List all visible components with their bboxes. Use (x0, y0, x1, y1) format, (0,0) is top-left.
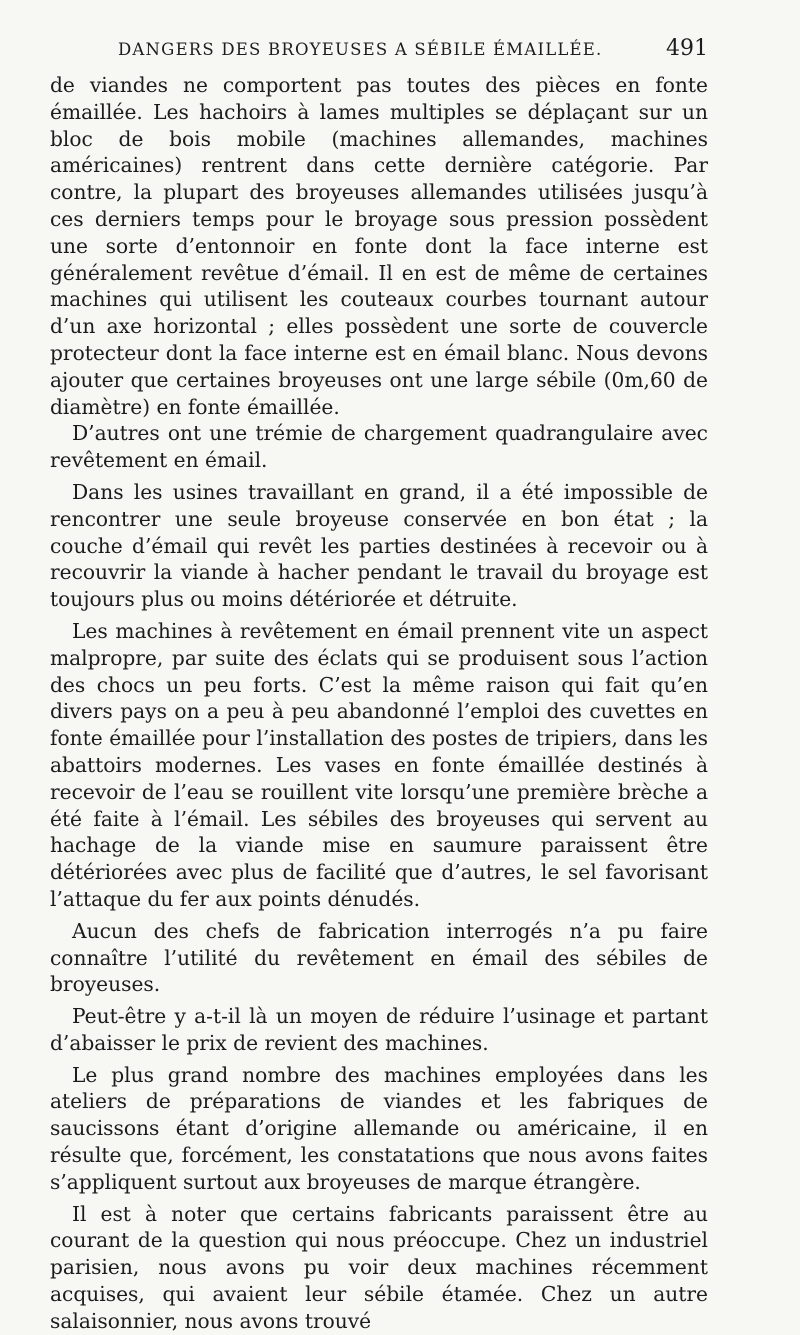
paragraph-2: D’autres ont une trémie de chargement quadrangulaire avec revêtement en émail. (50, 421, 708, 473)
page-number: 491 (666, 36, 708, 61)
paragraph-5: Aucun des chefs de fabrication interrogés n’a pu faire connaître l’utilité du revêtement en émail des sébiles de broyeuses. (50, 918, 708, 997)
paragraph-4: Les machines à revêtement en émail prennent vite un aspect malpropre, par suite des éclats qui se produisent sous l’action des chocs un peu forts. C’est la même raison qui fait qu’en divers pays on a peu à peu abandonné l’emploi des cuvettes en fonte émaillée pour l’installation des postes de tripiers, dans les abattoirs modernes. Les vases en fonte émaillée destinés à recevoir de l’eau se rouillent vite lorsqu’une première brèche a été faite à l’émail. Les sébiles des broyeuses qui servent au hachage de la viande mise en saumure paraissent être détériorées avec plus de facilité que d’autres, le sel favorisant l’attaque du fer aux points dénudés. (50, 618, 708, 911)
paragraph-3: Dans les usines travaillant en grand, il a été impossible de rencontrer une seule broyeuse conservée en bon état ; la couche d’émail qui revêt les parties destinées à recevoir ou à recouvrir la viande à hacher pendant le travail du broyage est toujours plus ou moins détériorée et détruite. (50, 479, 708, 612)
running-title: DANGERS DES BROYEUSES A SÉBILE ÉMAILLÉE. (118, 40, 603, 59)
body-text (50, 72, 708, 1335)
paragraph-6: Peut-être y a-t-il là un moyen de réduire l’usinage et partant d’abaisser le prix de revient des machines. (50, 1004, 708, 1055)
paragraph-8: Il est à noter que certains fabricants paraissent être au courant de la question qui nous préoccupe. Chez un industriel parisien, nous avons pu voir deux machines récemment acquises, qui avaient leur sébile étamée. Chez un autre salaisonnier, nous avons trouvé (50, 1201, 708, 1333)
running-head (118, 36, 708, 66)
paragraph-7: Le plus grand nombre des machines employées dans les ateliers de préparations de viandes et les fabriques de saucissons étant d’origine allemande ou américaine, il en résulte que, forcément, les constatations que nous avons faites s’appliquent surtout aux broyeuses de marque étrangère. (50, 1062, 708, 1194)
paragraph-1: de viandes ne comportent pas toutes des pièces en fonte émaillée. Les hachoirs à lames multiples se déplaçant sur un bloc de bois mobile (machines allemandes, machines américaines) rentrent dans cette dernière catégorie. Par contre, la plupart des broyeuses allemandes utilisées jusqu’à ces derniers temps pour le broyage sous pression possèdent une sorte d’entonnoir en fonte dont la face interne est généralement revêtue d’émail. Il en est de même de certaines machines qui utilisent les couteaux courbes tournant autour d’un axe horizontal ; elles possèdent une sorte de couvercle protecteur dont la face interne est en émail blanc. Nous devons ajouter que certaines broyeuses ont une large sébile (0m,60 de diamètre) en fonte émaillée. (50, 73, 708, 419)
